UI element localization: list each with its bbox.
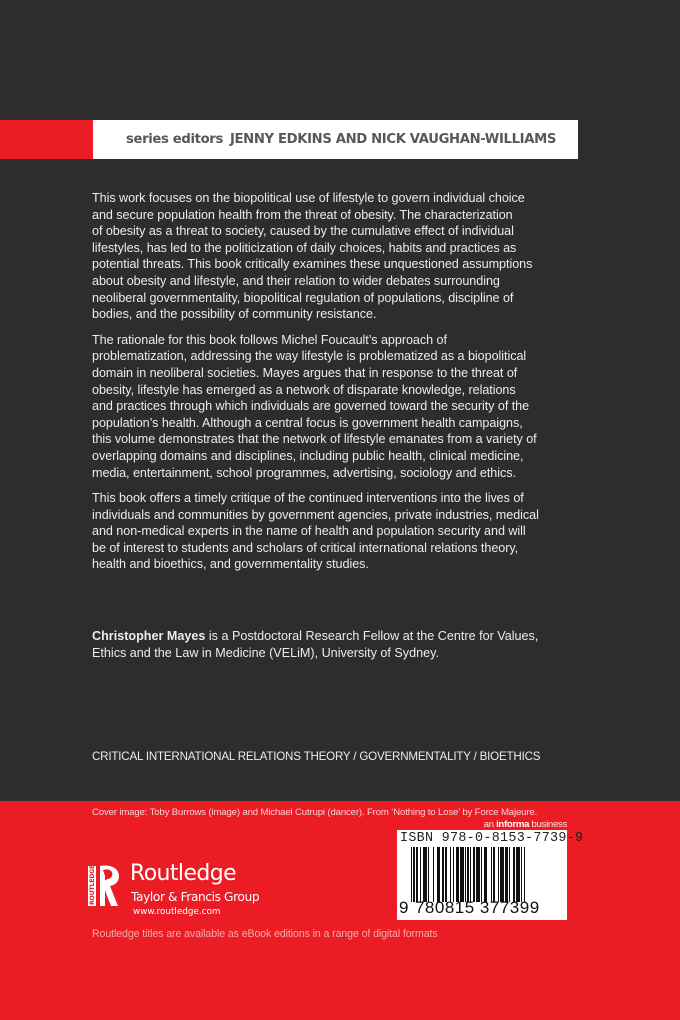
text-line: bodies, and the possibility of community resistance.: [92, 307, 377, 322]
text-line: individuals and communities by government agencies, private industries, medical: [92, 507, 539, 522]
text-line: neoliberal governmentality, biopolitical regulation of populations, discipline of: [92, 290, 514, 305]
description-paragraph-2: [92, 332, 592, 481]
series-editors-label: series editors: [126, 132, 223, 147]
publisher-group: Taylor & Francis Group: [131, 890, 260, 904]
series-editors-banner: [93, 120, 578, 159]
routledge-logo-icon: [88, 862, 124, 910]
text-line: this volume demonstrates that the network of lifestyle emanates from a variety of: [92, 432, 537, 447]
text-line: and secure population health from the threat of obesity. The characterization: [92, 207, 513, 222]
svg-text:ROUTLEDGE: ROUTLEDGE: [89, 864, 97, 905]
author-bio: [92, 628, 592, 661]
text-line: lifestyles, has led to the politicization of daily choices, habits and practices as: [92, 240, 517, 255]
text-line: problematization, addressing the way lifestyle is problematized as a biopolitical: [92, 349, 527, 364]
barcode-bars: [411, 847, 557, 902]
text-line: health and bioethics, and governmentality studies.: [92, 557, 369, 572]
text-line: be of interest to students and scholars of critical international relations theory,: [92, 540, 519, 555]
text-line: and practices through which individuals are governed toward the security of the: [92, 399, 530, 414]
informa-business-tagline: an informa business: [483, 819, 567, 830]
isbn-number: ISBN 978-0-8153-7739-9: [400, 831, 584, 846]
isbn-barcode: [397, 830, 584, 920]
cover-image-credit: Cover image: Toby Burrows (image) and Michael Cutrupi (dancer). From ‘Nothing to Lose’ by Force Majeure.: [92, 807, 538, 818]
text-line: media, entertainment, school programmes, advertising, sociology and ethics.: [92, 465, 516, 480]
informa-wordmark: informa: [496, 819, 530, 830]
description-paragraph-1: [92, 190, 592, 323]
text-line: domain in neoliberal societies. Mayes argues that in response to the threat of: [92, 365, 518, 380]
subject-categories: CRITICAL INTERNATIONAL RELATIONS THEORY / GOVERNMENTALITY / BIOETHICS: [92, 750, 541, 763]
text-line: The rationale for this book follows Michel Foucault’s approach of: [92, 332, 447, 347]
book-description: [92, 190, 592, 582]
publisher-name: Routledge: [130, 861, 237, 886]
ebook-availability-note: Routledge titles are available as eBook editions in a range of digital formats: [92, 928, 438, 940]
red-accent-strip: [0, 120, 93, 159]
author-bio-text: is a Postdoctoral Research Fellow at the Centre for Values,: [205, 629, 539, 643]
publisher-url[interactable]: www.routledge.com: [133, 907, 221, 917]
text-line: potential threats. This book critically examines these unquestioned assumptions: [92, 257, 533, 272]
text-line: obesity, lifestyle has emerged as a network of disparate knowledge, relations: [92, 382, 516, 397]
barcode-bar: [524, 847, 525, 902]
text-line: about obesity and lifestyle, and their relation to wider debates surrounding: [92, 273, 500, 288]
text-line: population’s health. Although a central focus is government health campaigns,: [92, 415, 523, 430]
description-paragraph-3: [92, 490, 592, 573]
author-name: Christopher Mayes: [92, 629, 206, 643]
author-bio-line-2: Ethics and the Law in Medicine (VELiM), University of Sydney.: [92, 645, 439, 660]
text-line: overlapping domains and disciplines, including public health, clinical medicine,: [92, 448, 524, 463]
ean-digits: 9 780815 377399: [399, 898, 540, 917]
text-line: This book offers a timely critique of the continued interventions into the lives of: [92, 491, 524, 506]
text-line: of obesity as a threat to society, caused by the cumulative effect of individual: [92, 224, 514, 239]
text-line: This work focuses on the biopolitical use of lifestyle to govern individual choice: [92, 191, 525, 205]
text-line: and non-medical experts in the name of health and population security and will: [92, 524, 526, 539]
series-editors-names: JENNY EDKINS AND NICK VAUGHAN-WILLIAMS: [229, 132, 556, 147]
author-bio-line-1: [92, 628, 592, 645]
